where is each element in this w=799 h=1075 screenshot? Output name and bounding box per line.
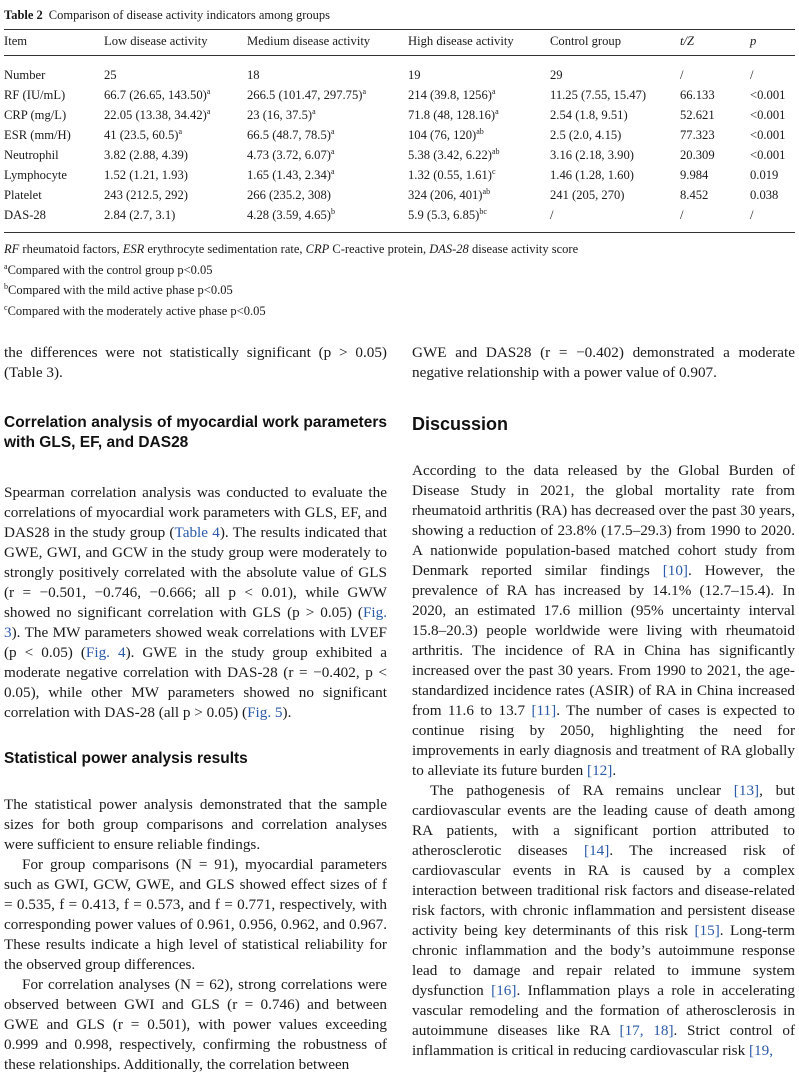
paragraph-power-intro: The statistical power analysis demonstrated that the sample sizes for both group comparisons and correlation analyses were sufficient to ensure reliable findings.	[4, 796, 387, 853]
table-body	[4, 56, 795, 233]
table-cell: 66.133	[680, 87, 715, 102]
table-cell: 1.52 (1.21, 1.93)	[104, 167, 188, 182]
row-label: Number	[4, 67, 46, 82]
table-caption-text: Comparison of disease activity indicators among groups	[48, 8, 330, 22]
header-tz: t/Z	[680, 30, 750, 56]
table-row	[4, 165, 795, 185]
table-cell: 243 (212.5, 292)	[104, 187, 188, 202]
table-cell: <0.001	[750, 87, 786, 102]
table-cell: /	[750, 205, 795, 233]
table-cell: 214 (39.8, 1256)$^a$	[408, 86, 496, 102]
table-4-link[interactable]: Table 4	[174, 524, 220, 541]
ref-13-link[interactable]: [13]	[733, 782, 760, 799]
table-cell: 1.46 (1.28, 1.60)	[550, 167, 634, 182]
section-heading-correlation: Correlation analysis of myocardial work parameters with GLS, EF, and DAS28	[4, 414, 387, 451]
paragraph-continued-right: GWE and DAS28 (r = −0.402) demonstrated a moderate negative relationship with a power value of 0.907.	[412, 344, 795, 381]
fig-3-link[interactable]: Fig. 3	[4, 604, 387, 641]
table-cell: 5.9 (5.3, 6.85)$^{bc}$	[408, 205, 550, 233]
paragraph-power-group: For group comparisons (N = 91), myocardial parameters such as GWI, GCW, GWE, and GLS showed effect sizes of f = 0.535, f = 0.413, f = 0.573, and f = 0.771, respectively, with corresponding power values of 0.961, 0.956, 0.962, and 0.967. These results indicate a high level of statistical reliability for the observed group differences.	[4, 856, 387, 973]
table-row	[4, 105, 795, 125]
table-cell: 4.73 (3.72, 6.07)$^a$	[247, 146, 335, 162]
table-cell: 4.28 (3.59, 4.65)$^b$	[247, 205, 408, 233]
ref-12-link[interactable]: [12]	[587, 762, 613, 779]
row-label: RF (IU/mL)	[4, 87, 66, 102]
paragraph-discussion-1: According to the data released by the Global Burden of Disease Study in 2021, the global mortality rate from rheumatoid arthritis (RA) has decreased over the past 30 years, showing a reduction of 23.8% (17.5–29.3) from 1990 to 2020. A nationwide population-based matched cohort study from Denmark reported similar findings [10]. However, the prevalence of RA has increased by 14.1% (12.7–15.4). In 2020, an estimated 17.6 million (95% uncertainty interval 15.8–20.3) people worldwide were living with rheumatoid arthritis. The incidence of RA in China has significantly increased over the past 30 years. From 1990 to 2021, the age-standardized incidence rates (ASIR) of RA in China increased from 11.6 to 13.7 [11]. The number of cases is expected to continue rising by 2050, highlighting the need for improvements in early diagnosis and treatment of RA globally to alleviate its future burden [12].	[412, 462, 796, 779]
left-column	[4, 343, 387, 1075]
ref-16-link[interactable]: [16]	[491, 982, 517, 999]
table-cell: /	[750, 67, 754, 82]
paragraph-correlation: Spearman correlation analysis was conducted to evaluate the correlations of myocardial work parameters with GLS, EF, and DAS28 in the study group (Table 4). The results indicated that GWE, GWI, and GCW in the study group were moderately to strongly positively correlated with the absolute value of GLS (r = −0.501, −0.746, −0.666; all p < 0.01), while GWW showed no significant correlation with GLS (p > 0.05) (Fig. 3). The MW parameters showed weak correlations with LVEF (p < 0.05) (Fig. 4). GWE in the study group exhibited a moderate negative correlation with DAS-28 (r = −0.402, p < 0.05), while other MW parameters showed no significant correlation with DAS-28 (all p > 0.05) (Fig. 5).	[4, 484, 388, 721]
table-cell: 77.323	[680, 127, 715, 142]
row-label: Neutrophil	[4, 147, 59, 162]
abbreviation-note: RF rheumatoid factors, ESR erythrocyte sedimentation rate, CRP C-reactive protein, DAS-28 disease activity score	[4, 242, 579, 256]
table-cell: 20.309	[680, 147, 715, 162]
header-item: Item	[4, 30, 104, 56]
right-column	[412, 343, 795, 1061]
table-cell: 11.25 (7.55, 15.47)	[550, 87, 647, 102]
footnote-a: $^a$Compared with the control group p<0.05	[4, 261, 213, 277]
table-cell: <0.001	[750, 107, 786, 122]
table-cell: /	[680, 205, 750, 233]
table-cell: 52.621	[680, 107, 715, 122]
header-medium: Medium disease activity	[247, 30, 408, 56]
table-cell: 66.7 (26.65, 143.50)$^a$	[104, 86, 211, 102]
ref-11-link[interactable]: [11]	[531, 702, 557, 719]
table-cell: /	[550, 205, 680, 233]
table-header-row	[4, 30, 795, 56]
table-cell: 324 (206, 401)$^{ab}$	[408, 186, 491, 202]
fig-5-link[interactable]: Fig. 5	[247, 704, 283, 721]
ref-14-link[interactable]: [14]	[584, 842, 610, 859]
table-cell: 104 (76, 120)$^{ab}$	[408, 126, 484, 142]
footnote-b: $^b$Compared with the mild active phase p<0.05	[4, 282, 233, 297]
paragraph-discussion-2: The pathogenesis of RA remains unclear [13], but cardiovascular events are the leading cause of death among RA patients, with a significant portion attributed to atherosclerotic diseases [14]. The increased risk of cardiovascular events in RA is caused by a complex interaction between traditional risk factors and disease-related risk factors, with chronic inflammation and persistent disease activity being key determinants of this risk [15]. Long-term chronic inflammation and the body’s autoimmune response lead to damage and repair related to immune system dysfunction [16]. Inflammation plays a role in accelerating vascular remodeling and the formation of atherosclerosis in autoimmune diseases like RA [17, 18]. Strict control of inflammation is critical in reducing cardiovascular risk [19,	[412, 782, 795, 1059]
row-label: CRP (mg/L)	[4, 107, 67, 122]
table-cell: 2.5 (2.0, 4.15)	[550, 127, 622, 142]
ref-19-link[interactable]: [19,	[748, 1042, 774, 1059]
table-cell: 25	[104, 67, 117, 82]
table-cell: 66.5 (48.7, 78.5)$^a$	[247, 126, 335, 142]
table-caption	[4, 8, 795, 23]
table-2	[4, 8, 795, 321]
header-p: p	[750, 30, 795, 56]
row-label: Platelet	[4, 187, 42, 202]
table-row	[4, 185, 795, 205]
row-label: DAS-28	[4, 205, 104, 233]
fig-4-link[interactable]: Fig. 4	[85, 644, 126, 661]
table-cell: 19	[408, 67, 421, 82]
table-label: Table 2	[4, 8, 43, 22]
header-control: Control group	[550, 30, 680, 56]
table-cell: 18	[247, 67, 260, 82]
table-cell: 241 (205, 270)	[550, 187, 625, 202]
table-row	[4, 205, 795, 233]
table-row	[4, 125, 795, 145]
section-heading-discussion: Discussion	[412, 414, 509, 434]
table-row	[4, 85, 795, 105]
ref-17-18-link[interactable]: [17, 18]	[619, 1022, 674, 1039]
table-cell: 29	[550, 67, 563, 82]
table-cell: 41 (23.5, 60.5)$^a$	[104, 126, 183, 142]
ref-15-link[interactable]: [15]	[694, 922, 720, 939]
table-cell: 266.5 (101.47, 297.75)$^a$	[247, 86, 366, 102]
header-high: High disease activity	[408, 30, 550, 56]
table-cell: 1.65 (1.43, 2.34)$^a$	[247, 166, 335, 182]
paragraph-continued: the differences were not statistically significant (p > 0.05) (Table 3).	[4, 344, 387, 381]
table-cell: 22.05 (13.38, 34.42)$^a$	[104, 106, 211, 122]
table-footnotes	[4, 239, 795, 321]
row-label: ESR (mm/H)	[4, 127, 71, 142]
table-cell: 0.038	[750, 187, 779, 202]
table-cell: 266 (235.2, 308)	[247, 187, 331, 202]
row-label: Lymphocyte	[4, 167, 67, 182]
header-low: Low disease activity	[104, 30, 247, 56]
table-cell: 71.8 (48, 128.16)$^a$	[408, 106, 499, 122]
table-cell: /	[680, 67, 684, 82]
table-cell: <0.001	[750, 147, 786, 162]
section-heading-power: Statistical power analysis results	[4, 750, 248, 767]
table-cell: 1.32 (0.55, 1.61)$^c$	[408, 166, 496, 182]
table-row	[4, 145, 795, 165]
table-cell: 5.38 (3.42, 6.22)$^{ab}$	[408, 146, 500, 162]
table-cell: 3.82 (2.88, 4.39)	[104, 147, 188, 162]
table-cell: 2.84 (2.7, 3.1)	[104, 205, 247, 233]
table-cell: 9.984	[680, 167, 709, 182]
table-cell: 2.54 (1.8, 9.51)	[550, 107, 628, 122]
ref-10-link[interactable]: [10]	[662, 562, 688, 579]
table-cell: 3.16 (2.18, 3.90)	[550, 147, 634, 162]
table-cell: 8.452	[680, 187, 709, 202]
table-cell: 23 (16, 37.5)$^a$	[247, 106, 316, 122]
footnote-c: $^c$Compared with the moderately active phase p<0.05	[4, 302, 266, 318]
table-cell: <0.001	[750, 127, 786, 142]
table-cell: 0.019	[750, 167, 779, 182]
table-row	[4, 56, 795, 86]
data-table	[4, 29, 795, 233]
paragraph-power-correlation: For correlation analyses (N = 62), strong correlations were observed between GWI and GLS (r = 0.746) and between GWE and GLS (r = 0.501), with power values exceeding 0.999 and 0.998, respectively, confirming the robustness of these relationships. Additionally, the correlation between	[4, 976, 387, 1073]
